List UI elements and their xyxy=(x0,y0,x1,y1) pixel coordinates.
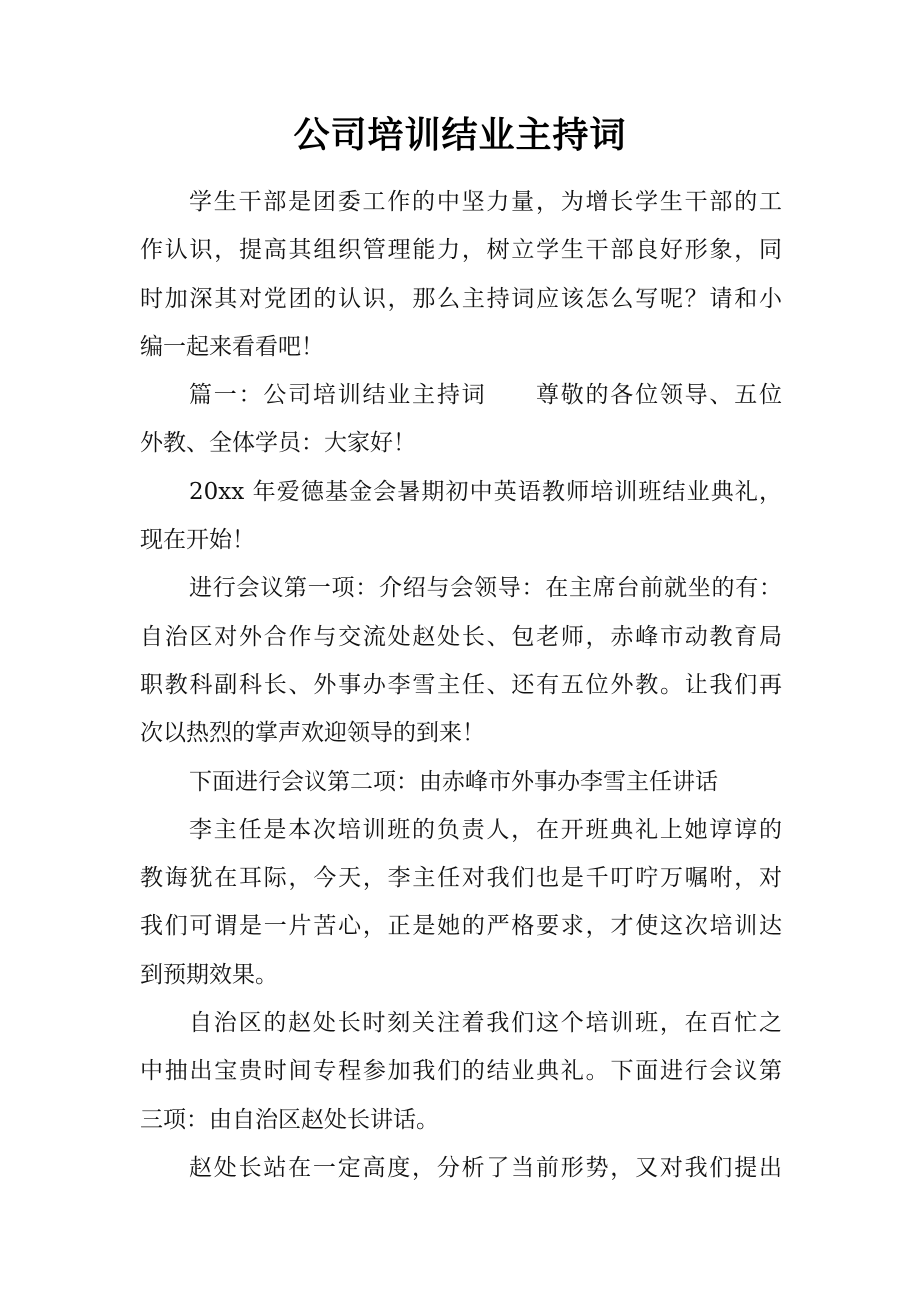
paragraph-line: 三项：由自治区赵处长讲话。 xyxy=(140,1106,439,1133)
paragraph-line: 进行会议第一项：介绍与会领导：在主席台前就坐的有： xyxy=(189,575,782,602)
paragraph xyxy=(140,468,782,565)
paragraph-line: 现在开始！ xyxy=(140,527,255,554)
paragraph-line: 编一起来看看吧！ xyxy=(140,333,324,360)
paragraph-line: 我们可谓是一片苦心，正是她的严格要求，才使这次培训达 xyxy=(140,913,782,940)
paragraph-line: 自治区对外合作与交流处赵处长、包老师，赤峰市动教育局 xyxy=(140,623,782,650)
paragraph-line: 中抽出宝贵时间专程参加我们的结业典礼。下面进行会议第 xyxy=(140,1058,782,1085)
paragraph-line: 教诲犹在耳际，今天，李主任对我们也是千叮咛万嘱咐，对 xyxy=(140,865,782,892)
document-body xyxy=(140,178,782,1192)
paragraph-line: 到预期效果。 xyxy=(140,961,278,988)
paragraph xyxy=(140,758,782,806)
paragraph-line: 外教、全体学员：大家好！ xyxy=(140,430,416,457)
paragraph xyxy=(140,178,782,371)
paragraph-line: 下面进行会议第二项：由赤峰市外事办李雪主任讲话 xyxy=(189,768,718,795)
paragraph-line: 职教科副科长、外事办李雪主任、还有五位外教。让我们再 xyxy=(140,671,782,698)
paragraph-line: 赵处长站在一定高度，分析了当前形势，又对我们提出 xyxy=(189,1154,782,1181)
paragraph xyxy=(140,1144,782,1192)
paragraph-line: 篇一：公司培训结业主持词 尊敬的各位领导、五位 xyxy=(189,382,782,409)
paragraph xyxy=(140,806,782,999)
paragraph xyxy=(140,371,782,468)
paragraph-line: 时加深其对党团的认识，那么主持词应该怎么写呢？请和小 xyxy=(140,285,782,312)
paragraph xyxy=(140,999,782,1144)
document-title: 公司培训结业主持词 xyxy=(293,115,627,156)
paragraph-line: 李主任是本次培训班的负责人，在开班典礼上她谆谆的 xyxy=(189,816,782,843)
paragraph-line: 自治区的赵处长时刻关注着我们这个培训班，在百忙之 xyxy=(189,1010,782,1037)
paragraph xyxy=(140,564,782,757)
paragraph-line: 作认识，提高其组织管理能力，树立学生干部良好形象，同 xyxy=(140,237,782,264)
paragraph-line: 20xx 年爱德基金会暑期初中英语教师培训班结业典礼， xyxy=(189,478,782,505)
paragraph-line: 次以热烈的掌声欢迎领导的到来！ xyxy=(140,720,485,747)
paragraph-line: 学生干部是团委工作的中坚力量，为增长学生干部的工 xyxy=(189,189,782,215)
